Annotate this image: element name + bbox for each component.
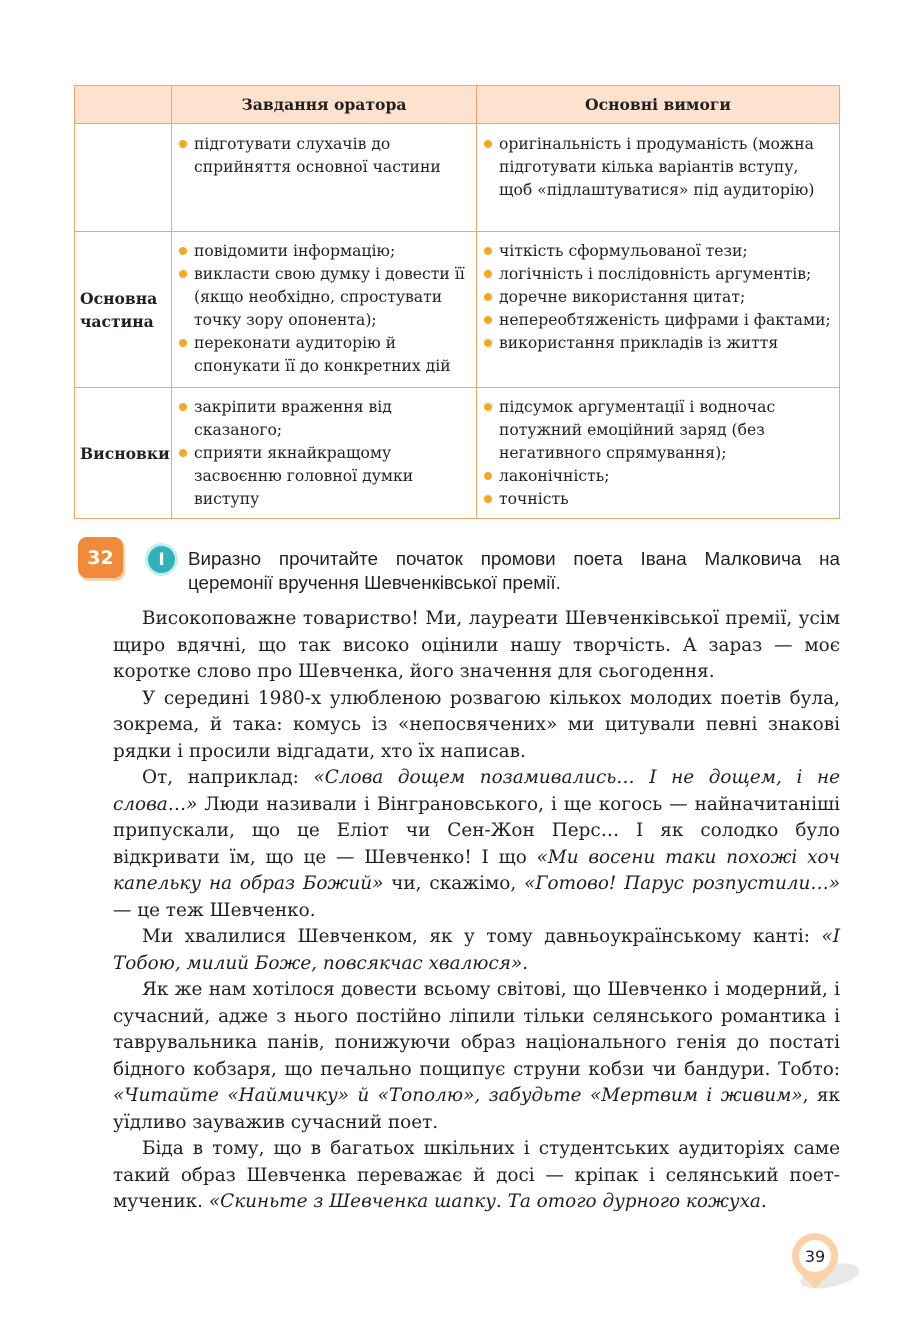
- row-label: [75, 124, 172, 232]
- tasks-cell: [172, 388, 477, 519]
- list-item: підсумок аргументації і водночас потужний емоційний заряд (без негативного спрямування);: [482, 396, 833, 465]
- text-run: Як же нам хотілося довести всьому світові, що Шевченко і модерний, і сучасний, адже з нього постійно ліпили тільки селянського романтика і таврувальника панів, понижуючи образ національного генія до постаті бідного кобзаря, що печально пощипує струни кобзи чи бандури. Тобто:: [113, 979, 840, 1080]
- list-item: доречне використання цитат;: [482, 286, 833, 309]
- paragraph: [113, 686, 840, 766]
- text-run: От, наприклад:: [142, 767, 314, 788]
- exercise-number-badge: 32: [78, 537, 123, 578]
- text-run: — це теж Шевченко.: [113, 899, 316, 921]
- list-item: підготувати слухачів до сприйняття основної частини: [177, 133, 470, 179]
- paragraph: [113, 765, 840, 924]
- text-run: , як уїдливо зауважив сучасний поет.: [113, 1085, 840, 1133]
- requirements-cell: [477, 232, 840, 388]
- quote-run: «Читайте «Наймичку» й «Тополю», забудьте «Мертвим і живим»: [113, 1085, 803, 1106]
- speech-structure-table: [74, 85, 840, 519]
- list-item: оригінальність і продуманість (можна підготувати кілька варіантів вступу, щоб «підлаштуватися» під аудиторію): [482, 133, 833, 202]
- header-tasks: Завдання оратора: [172, 86, 477, 124]
- text-run: У середині 1980-х улюбленою розвагою кількох молодих поетів була, зокрема, й така: комусь із «непосвячених» ми цитували певні знакові рядки і просили відгадати, хто їх написав.: [113, 687, 840, 762]
- quote-run: «І Тобою, милий Боже, повсякчас хвалюся»: [113, 926, 840, 974]
- speech-text: [113, 606, 840, 1216]
- list-item: повідомити інформацію;: [177, 240, 470, 263]
- quote-run: «Слова дощем позамивались… І не дощем, і не слова…»: [113, 767, 840, 815]
- quote-run: «Ми восени таки похожі хоч капельку на образ Божий»: [113, 846, 840, 894]
- list-item: сприяти якнайкращому засвоєнню головної думки виступу: [177, 442, 470, 511]
- paragraph: [113, 606, 840, 686]
- list-item: використання прикладів із життя: [482, 332, 833, 355]
- text-run: Високоповажне товариство! Ми, лауреати Шевченківської премії, усім щиро вдячні, що так високо оцінили нашу творчість. А зараз — моє коротке слово про Шевченка, його значення для сьогодення.: [113, 608, 840, 682]
- list-item: чіткість сформульованої тези;: [482, 240, 833, 263]
- info-icon: I: [148, 546, 175, 573]
- table-row: [75, 124, 840, 232]
- requirements-cell: [477, 388, 840, 519]
- list-item: переконати аудиторію й спонукати її до конкретних дій: [177, 332, 470, 378]
- quote-run: «Готово! Парус розпустили…»: [524, 873, 841, 894]
- list-item: викласти свою думку і довести її (якщо необхідно, спростувати точку зору опонента);: [177, 263, 470, 332]
- text-run: Люди називали і Вінграновського, і ще когось — найначитаніші припускали, що це Еліот чи Сен-Жон Перс… І як солодко було відкривати їм, що це — Шевченко! І що: [113, 793, 840, 868]
- paragraph: [113, 924, 840, 977]
- row-label: Висновки: [75, 388, 172, 519]
- exercise-task: Виразно прочитайте початок промови поета Івана Малковича на церемонії вручення Шевченківської премії.: [188, 548, 840, 593]
- row-label: Основна частина: [75, 232, 172, 388]
- list-item: лаконічність;: [482, 465, 833, 488]
- list-item: закріпити враження від сказаного;: [177, 396, 470, 442]
- text-run: чи, скажімо,: [383, 873, 525, 894]
- header-empty: [75, 86, 172, 124]
- tasks-cell: [172, 232, 477, 388]
- text-run: .: [522, 952, 529, 974]
- table-header-row: [75, 86, 840, 124]
- text-run: Ми хвалилися Шевченком, як у тому давньоукраїнському канті:: [142, 926, 822, 947]
- requirements-cell: [477, 124, 840, 232]
- header-requirements: Основні вимоги: [477, 86, 840, 124]
- paragraph: [113, 977, 840, 1136]
- quote-run: «Скиньте з Шевченка шапку. Та отого дурного кожуха.: [208, 1191, 767, 1212]
- list-item: точність: [482, 488, 833, 511]
- page-number: 39: [799, 1240, 831, 1272]
- paragraph: [113, 1136, 840, 1216]
- table-row: [75, 232, 840, 388]
- table-row: [75, 388, 840, 519]
- text-run: Біда в тому, що в багатьох шкільних і студентських аудиторіях саме такий образ Шевченка переважає й досі — кріпак і селянський поет-мученик.: [113, 1138, 840, 1212]
- tasks-cell: [172, 124, 477, 232]
- list-item: непереобтяженість цифрами і фактами;: [482, 309, 833, 332]
- list-item: логічність і послідовність аргументів;: [482, 263, 833, 286]
